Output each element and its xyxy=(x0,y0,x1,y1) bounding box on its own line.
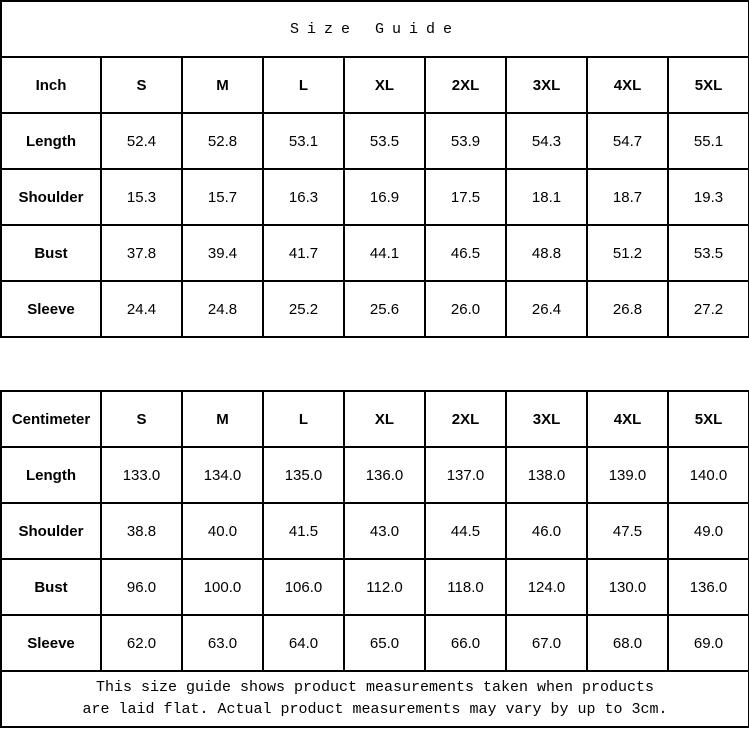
size-column-header: 2XL xyxy=(425,57,506,113)
measurement-cell: 40.0 xyxy=(182,503,263,559)
unit-label-cell: Inch xyxy=(1,57,101,113)
measurement-row xyxy=(1,281,749,337)
measurement-cell: 139.0 xyxy=(587,447,668,503)
measurement-cell: 136.0 xyxy=(668,559,749,615)
measurement-row xyxy=(1,225,749,281)
row-label-cell: Length xyxy=(1,447,101,503)
measurement-cell: 24.8 xyxy=(182,281,263,337)
measurement-row xyxy=(1,503,749,559)
measurement-cell: 138.0 xyxy=(506,447,587,503)
measurement-cell: 52.8 xyxy=(182,113,263,169)
size-header-row xyxy=(1,57,749,113)
footer-note xyxy=(1,671,749,727)
measurement-cell: 133.0 xyxy=(101,447,182,503)
measurement-cell: 44.1 xyxy=(344,225,425,281)
measurement-row xyxy=(1,615,749,671)
measurement-cell: 140.0 xyxy=(668,447,749,503)
size-column-header: S xyxy=(101,391,182,447)
size-column-header: M xyxy=(182,391,263,447)
measurement-cell: 15.3 xyxy=(101,169,182,225)
measurement-cell: 26.8 xyxy=(587,281,668,337)
measurement-row xyxy=(1,559,749,615)
measurement-row xyxy=(1,113,749,169)
size-header-row xyxy=(1,391,749,447)
measurement-cell: 54.3 xyxy=(506,113,587,169)
measurement-cell: 53.5 xyxy=(344,113,425,169)
size-column-header: 4XL xyxy=(587,57,668,113)
row-label-cell: Sleeve xyxy=(1,281,101,337)
measurement-cell: 25.6 xyxy=(344,281,425,337)
measurement-cell: 124.0 xyxy=(506,559,587,615)
measurement-cell: 24.4 xyxy=(101,281,182,337)
size-column-header: 2XL xyxy=(425,391,506,447)
footer-note-line1: This size guide shows product measurements taken when products xyxy=(95,679,655,696)
measurement-cell: 41.7 xyxy=(263,225,344,281)
measurement-cell: 118.0 xyxy=(425,559,506,615)
measurement-cell: 68.0 xyxy=(587,615,668,671)
measurement-cell: 43.0 xyxy=(344,503,425,559)
measurement-cell: 54.7 xyxy=(587,113,668,169)
measurement-cell: 137.0 xyxy=(425,447,506,503)
size-table-inch xyxy=(0,0,749,338)
row-label-cell: Shoulder xyxy=(1,503,101,559)
size-column-header: S xyxy=(101,57,182,113)
measurement-cell: 47.5 xyxy=(587,503,668,559)
measurement-cell: 62.0 xyxy=(101,615,182,671)
size-column-header: XL xyxy=(344,57,425,113)
measurement-cell: 96.0 xyxy=(101,559,182,615)
size-column-header: L xyxy=(263,57,344,113)
inch-table-body xyxy=(1,57,749,337)
measurement-cell: 16.3 xyxy=(263,169,344,225)
measurement-cell: 136.0 xyxy=(344,447,425,503)
row-label-cell: Length xyxy=(1,113,101,169)
measurement-cell: 18.7 xyxy=(587,169,668,225)
measurement-cell: 15.7 xyxy=(182,169,263,225)
size-column-header: M xyxy=(182,57,263,113)
size-column-header: 5XL xyxy=(668,57,749,113)
measurement-cell: 130.0 xyxy=(587,559,668,615)
measurement-cell: 135.0 xyxy=(263,447,344,503)
measurement-cell: 27.2 xyxy=(668,281,749,337)
measurement-cell: 17.5 xyxy=(425,169,506,225)
measurement-cell: 26.4 xyxy=(506,281,587,337)
measurement-cell: 53.9 xyxy=(425,113,506,169)
size-table-centimeter xyxy=(0,390,749,728)
measurement-cell: 69.0 xyxy=(668,615,749,671)
centimeter-table-body xyxy=(1,391,749,671)
measurement-cell: 25.2 xyxy=(263,281,344,337)
title-row xyxy=(1,1,749,57)
measurement-row xyxy=(1,447,749,503)
measurement-cell: 46.5 xyxy=(425,225,506,281)
measurement-cell: 53.5 xyxy=(668,225,749,281)
measurement-cell: 100.0 xyxy=(182,559,263,615)
size-column-header: 3XL xyxy=(506,391,587,447)
measurement-cell: 18.1 xyxy=(506,169,587,225)
measurement-cell: 37.8 xyxy=(101,225,182,281)
row-label-cell: Shoulder xyxy=(1,169,101,225)
size-column-header: L xyxy=(263,391,344,447)
measurement-cell: 63.0 xyxy=(182,615,263,671)
size-column-header: 5XL xyxy=(668,391,749,447)
measurement-cell: 53.1 xyxy=(263,113,344,169)
measurement-cell: 112.0 xyxy=(344,559,425,615)
row-label-cell: Bust xyxy=(1,559,101,615)
footer-note-line2: are laid flat. Actual product measurements may vary by up to 3cm. xyxy=(82,701,668,718)
measurement-cell: 41.5 xyxy=(263,503,344,559)
measurement-cell: 55.1 xyxy=(668,113,749,169)
measurement-cell: 134.0 xyxy=(182,447,263,503)
measurement-cell: 51.2 xyxy=(587,225,668,281)
measurement-cell: 44.5 xyxy=(425,503,506,559)
measurement-cell: 49.0 xyxy=(668,503,749,559)
measurement-cell: 46.0 xyxy=(506,503,587,559)
measurement-cell: 67.0 xyxy=(506,615,587,671)
measurement-cell: 106.0 xyxy=(263,559,344,615)
row-label-cell: Bust xyxy=(1,225,101,281)
size-column-header: XL xyxy=(344,391,425,447)
measurement-cell: 66.0 xyxy=(425,615,506,671)
size-column-header: 4XL xyxy=(587,391,668,447)
size-guide-title: Size Guide xyxy=(1,1,749,57)
measurement-cell: 26.0 xyxy=(425,281,506,337)
unit-label-cell: Centimeter xyxy=(1,391,101,447)
measurement-cell: 65.0 xyxy=(344,615,425,671)
measurement-cell: 38.8 xyxy=(101,503,182,559)
measurement-cell: 52.4 xyxy=(101,113,182,169)
measurement-cell: 48.8 xyxy=(506,225,587,281)
measurement-cell: 64.0 xyxy=(263,615,344,671)
size-column-header: 3XL xyxy=(506,57,587,113)
footer-row xyxy=(1,671,749,727)
measurement-cell: 19.3 xyxy=(668,169,749,225)
measurement-row xyxy=(1,169,749,225)
row-label-cell: Sleeve xyxy=(1,615,101,671)
measurement-cell: 39.4 xyxy=(182,225,263,281)
measurement-cell: 16.9 xyxy=(344,169,425,225)
